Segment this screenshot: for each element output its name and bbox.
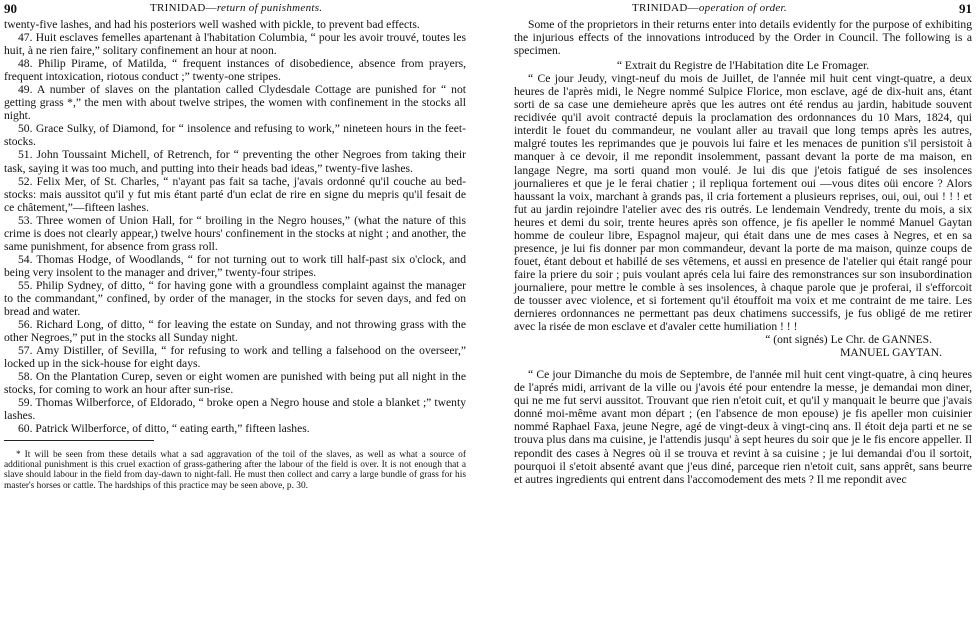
entry-57: 57. Amy Distiller, of Sevilla, “ for refusing to work and telling a falsehood on the overseer,” locked up in the sick-house for eight days. <box>4 344 466 371</box>
entry-59: 59. Thomas Wilberforce, of Eldorado, “ broke open a Negro house and stole a blanket ;” twenty lashes. <box>4 396 466 423</box>
entry-52: 52. Felix Mer, of St. Charles, “ n'ayant pas fait sa tache, j'avais ordonné qu'il couche au bed-stocks: mais aussitot qu'il y fut mis étant parté d'un eclat de rire en signe du mepris qu'il fesait de ce châtement,”—fifteen lashes. <box>4 174 466 214</box>
right-lead-paragraph: Some of the proprietors in their returns enter into details evidently for the purpose of exhibiting the injurious effects of the innovations introduced by the Order in Council. The following is a specimen. <box>514 18 972 58</box>
entry-49: 49. A number of slaves on the plantation called Clydesdale Cottage are punished for “ not getting grass *,” the men with about twelve stripes, the women with confinement in the stocks all night. <box>4 83 466 123</box>
right-body <box>512 18 976 486</box>
left-body <box>0 18 468 436</box>
left-head-title <box>150 2 322 14</box>
left-head-title-plain: TRINIDAD— <box>150 2 217 14</box>
left-running-head <box>0 0 468 18</box>
extract-quote-1: “ Ce jour Jeudy, vingt-neuf du mois de Juillet, de l'année mil huit cent vingt-quatre, a deux heures de l'après midi, le Negre nommé Sulpice Florice, mon esclave, agé de dix-huit ans, étant sorti de sa case une demieheure après que les autres ont été rendus au jardin, habitude souvent recidivée qu'il avoit contracté depuis la proclamation des ordonnances du 10 Mars, 1824, qui interdit le fouet du commandeur, ne voulant aller au travail que long temps après les autres, malgré toutes les reprimandes que je pouvois lui faire et les menaces de punition s'il persistoit à manquer à ce devoir, il me repondit insolemment, passant devant la porte de ma maison, en langage Negre, ma sorti quand mon voulé. Je lui dis que j'etois fatigué de ses insolences journalieres et que je le ferai chatier ; il repliqua fortement oui —vous dites oüi encore ? Alors haussant la voix, marchant à grands pas, il cria fortement a plusieurs reprises, oui, oui, oui ! ! ! et fut au jardin rejoindre l'atelier avec des ris outrés. Le lendemain Vendredy, trente du mois, a six heures et demi du soir, trente heures après son offence, je fis apeller le nommé Manuel Gaytan homme de couleur libre, Espagnol majeur, qui était dans une de mes cases à Negres, et en sa presence, je lui fis donner par mon commandeur, devant la porte de ma maison, quinze coups de fouet, étant debout et habillé de ses vêtemens, et aussi en presence de l'atelier qui était rangé pour faire la priere du soir ; puis voulant aprés cela lui faire des remonstrances sur son insubordination journaliere, pour mettre le comble à ses insolences, à chaque parole que je proferai, il s'efforcoit de tousser avec violence, et si fortement qu'il étouffoit ma voix et me contraint de me taire. Les dernieres ordonnances ne permettant pas deux chatimens successifs, je fus obligé de me retirer avec la risée de mon esclave et d'avaler cette humiliation ! ! ! <box>514 72 972 334</box>
paragraph-gap <box>514 359 972 368</box>
entry-55: 55. Philip Sydney, of ditto, “ for having gone with a groundless complaint against the manager to the commandant,” confined, by order of the manager, in the stocks for seven days, and fed on bread and water. <box>4 278 466 319</box>
signature-name: MANUEL GAYTAN. <box>840 346 942 360</box>
entry-53: 53. Three women of Union Hall, for “ broiling in the Negro houses,” (what the nature of this crime is does not clearly appear,) twelve hours' confinement in the stocks at night ; and another, the same punishment, for absence from grass roll. <box>4 213 466 253</box>
entry-48: 48. Philip Pirame, of Matilda, “ frequent instances of disobedience, absence from prayers, frequent intoxication, riotous conduct ;” twenty-one stripes. <box>4 57 466 84</box>
footnote-rule <box>4 440 154 441</box>
book-gutter <box>470 0 510 636</box>
footnote: * It will be seen from these details what a sad aggravation of the toil of the slaves, as well as what a source of additional punishment is this cruel exaction of grass-gathering after the labour of the field is over. It is not enough that a slave should labour in the field from day-dawn to night-fall. He must then collect and carry a large bundle of grass for his master's horses or cattle. The hardships of this practice may be seen above, p. 30. <box>4 449 466 491</box>
entry-56: 56. Richard Long, of ditto, “ for leaving the estate on Sunday, and not throwing grass with the other Negroes,” put in the stocks all Sunday night. <box>4 318 466 345</box>
right-page-number: 91 <box>959 1 972 16</box>
entry-58: 58. On the Plantation Curep, seven or eight women are punished with being put all night in the stocks, for coming to work an hour after sun-rise. <box>4 370 466 397</box>
left-page <box>0 0 468 636</box>
left-page-number: 90 <box>4 1 17 16</box>
entry-51: 51. John Toussaint Michell, of Retrench, for “ preventing the other Negroes from taking their task, saying it was too much, and putting into their heads bad ideas,” twenty-five lashes. <box>4 148 466 175</box>
right-head-title-italic: operation of order. <box>698 2 787 14</box>
right-head-title <box>632 2 787 14</box>
extract-quote-2: “ Ce jour Dimanche du mois de Septembre, de l'année mil huit cent vingt-quatre, à cinq heures de l'aprés midi, arrivant de la ville ou j'avois été pour entendre la messe, je demandai mon diner, qui ne me fut servi aussitot. Trouvant que rien n'etoit cuit, et qu'il y manquait le beurre que j'avais donné moi-même avant mon départ ; (en l'absence de mon epouse) je fis apeller mon cuisinier nommé Raphael Faxa, jeune Negre, agé de vingt-deux à vingt-cinq ans. Il étoit deja parti et ne se trouva plus dans ma cuisine, je l'attendis jusqu' à sept heures du soir que je le fis encore appeller. Il repondit des cases à Negres où il se trouva et revint à sa cuisine ; je lui demandai d'ou il sortoit, pourquoi il s'etoit absenté avant que j'eus diné, parceque rien n'etoit cuit, sans apprêt, sans beurre et autres ingredients qui entrent dans l'accomodement des mets ? Il me repondit avec <box>514 368 972 486</box>
signature-line: “ (ont signés) Le Chr. de GANNES. <box>765 333 932 347</box>
entry-47: 47. Huit esclaves femelles apartenant à l'habitation Columbia, “ pour les avoir trouvé, toutes les huit, à ne rien faire,” solitary confinement an hour at noon. <box>4 31 466 58</box>
right-running-head <box>512 0 976 18</box>
left-intro-line: twenty-five lashes, and had his posteriors well washed with pickle, to prevent bad effects. <box>4 18 420 31</box>
entry-54: 54. Thomas Hodge, of Woodlands, “ for not turning out to work till half-past six o'clock, and being very insolent to the manager and driver,” twenty-four stripes. <box>4 252 466 279</box>
entry-50: 50. Grace Sulky, of Diamond, for “ insolence and refusing to work,” nineteen hours in the feet-stocks. <box>4 122 466 149</box>
right-page <box>512 0 976 636</box>
left-head-title-italic: return of punishments. <box>216 2 323 14</box>
extract-heading: “ Extrait du Registre de l'Habitation dite Le Fromager. <box>616 59 870 73</box>
right-head-title-plain: TRINIDAD— <box>632 2 699 14</box>
entry-60: 60. Patrick Wilberforce, of ditto, “ eating earth,” fifteen lashes. <box>18 422 310 436</box>
